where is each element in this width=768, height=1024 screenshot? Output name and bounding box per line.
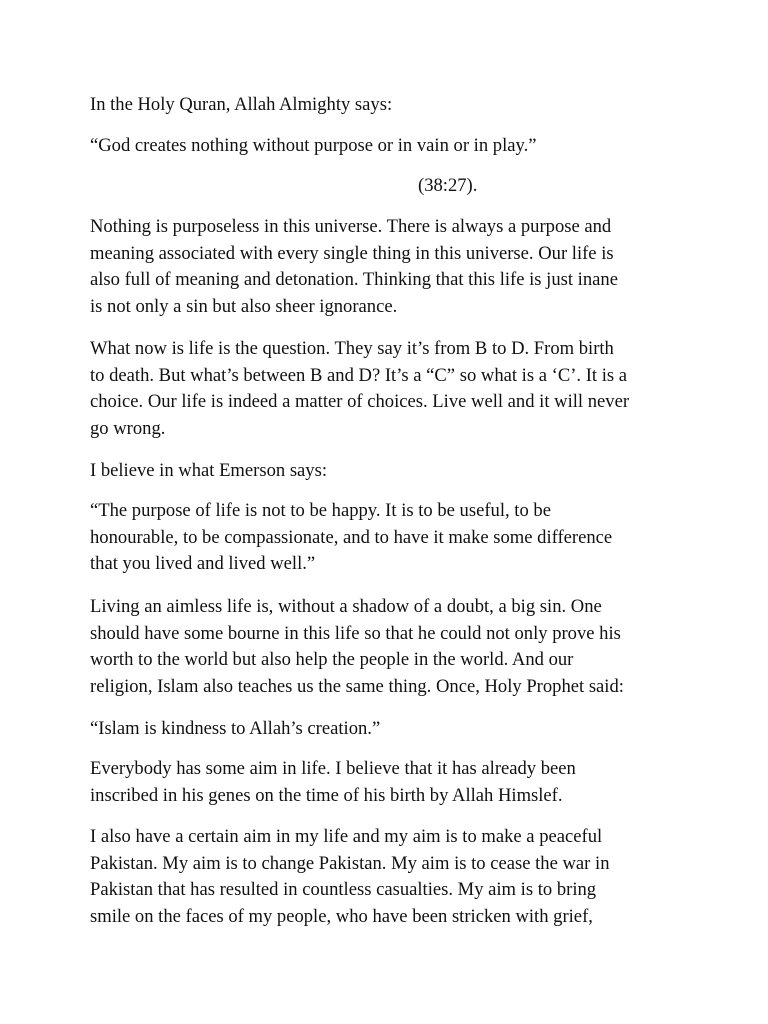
- emerson-intro: I believe in what Emerson says:: [90, 460, 328, 481]
- intro-line: In the Holy Quran, Allah Almighty says:: [90, 94, 393, 115]
- paragraph-line: Pakistan. My aim is to change Pakistan. My aim is to cease the war in: [90, 852, 610, 874]
- paragraph-line: inscribed in his genes on the time of his birth by Allah Himslef.: [90, 784, 563, 806]
- paragraph-line: Pakistan that has resulted in countless casualties. My aim is to bring: [90, 879, 597, 900]
- paragraph-line: also full of meaning and detonation. Thinking that this life is just inane: [90, 269, 618, 290]
- paragraph-line: go wrong.: [90, 417, 166, 439]
- paragraph-line: smile on the faces of my people, who have been stricken with grief,: [90, 905, 593, 927]
- paragraph-line: Nothing is purposeless in this universe. There is always a purpose and: [90, 216, 612, 237]
- paragraph-aim: [90, 756, 690, 809]
- paragraph-line: religion, Islam also teaches us the same thing. Once, Holy Prophet said:: [90, 675, 624, 697]
- paragraph-purpose: [90, 214, 690, 320]
- quote-line: that you lived and lived well.”: [90, 553, 316, 574]
- quote-line: honourable, to be compassionate, and to have it make some difference: [90, 526, 613, 548]
- quran-quote: “God creates nothing without purpose or in vain or in play.”: [90, 135, 537, 156]
- paragraph-line: I also have a certain aim in my life and my aim is to make a peaceful: [90, 826, 603, 847]
- paragraph-life: [90, 336, 690, 442]
- quran-citation: (38:27).: [418, 175, 478, 196]
- quote-line: “The purpose of life is not to be happy. It is to be useful, to be: [90, 500, 551, 521]
- paragraph-aimless: [90, 594, 690, 700]
- paragraph-my-aim: [90, 824, 690, 930]
- prophet-quote: “Islam is kindness to Allah’s creation.”: [90, 718, 381, 739]
- paragraph-line: meaning associated with every single thing in this universe. Our life is: [90, 242, 614, 264]
- emerson-quote: [90, 498, 690, 578]
- paragraph-line: What now is life is the question. They say it’s from B to D. From birth: [90, 338, 614, 359]
- paragraph-line: is not only a sin but also sheer ignorance.: [90, 295, 398, 317]
- paragraph-line: choice. Our life is indeed a matter of choices. Live well and it will never: [90, 391, 630, 412]
- paragraph-line: worth to the world but also help the people in the world. And our: [90, 649, 574, 670]
- paragraph-line: Living an aimless life is, without a shadow of a doubt, a big sin. One: [90, 596, 602, 617]
- paragraph-line: to death. But what’s between B and D? It’s a “C” so what is a ‘C’. It is a: [90, 364, 628, 386]
- paragraph-line: Everybody has some aim in life. I believe that it has already been: [90, 758, 576, 779]
- paragraph-line: should have some bourne in this life so that he could not only prove his: [90, 622, 621, 644]
